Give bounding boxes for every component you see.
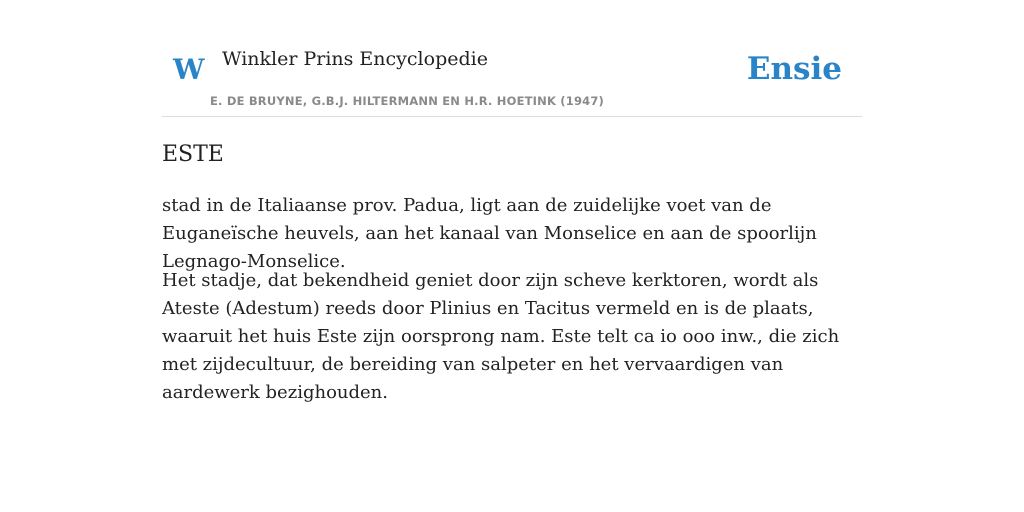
source-header	[162, 0, 862, 117]
article-paragraph-1: stad in de Italiaanse prov. Padua, ligt aan de zuidelijke voet van de Euganeïsche heuvels, aan het kanaal van Monselice en aan de spoorlijn Legnago-Monselice.	[162, 195, 817, 272]
encyclopedia-title[interactable]: Winkler Prins Encyclopedie	[222, 48, 488, 70]
ensie-logo[interactable]: Ensie	[746, 51, 842, 87]
article-paragraph-2: Het stadje, dat bekendheid geniet door zijn scheve kerktoren, wordt als Ateste (Adestum) reeds door Plinius en Tacitus vermeld en is de plaats, waaruit het huis Este zijn oorsprong nam. Este telt ca io ooo inw., die zich met zijdecultuur, de bereiding van salpeter en het vervaardigen van aardewerk bezighouden.	[162, 270, 840, 403]
winkler-prins-logo[interactable]: W	[173, 53, 205, 86]
authors-line: E. DE BRUYNE, G.B.J. HILTERMANN EN H.R. HOETINK (1947)	[210, 94, 605, 108]
article-title: ESTE	[162, 142, 224, 167]
page-container	[162, 0, 862, 403]
